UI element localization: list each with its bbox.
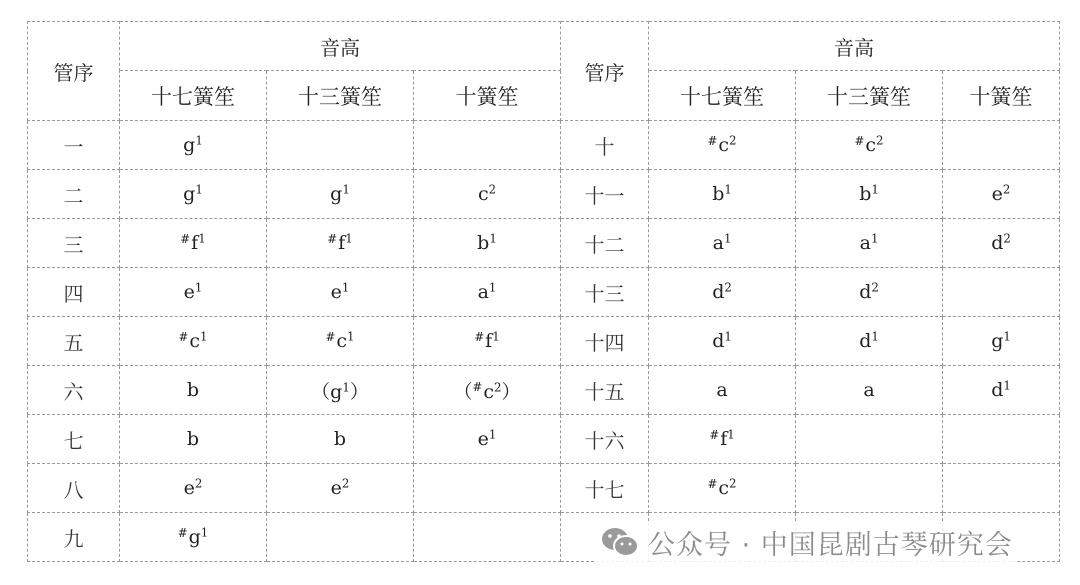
order-cell: 三: [28, 219, 120, 268]
pitch-cell: $^{\#}c^1$: [120, 317, 267, 366]
pitch-cell: $g^1$: [120, 170, 267, 219]
pitch-cell: [943, 121, 1060, 170]
order-cell: 十四: [561, 317, 649, 366]
pitch-cell: $^{\#}f^1$: [414, 317, 561, 366]
order-header-left: 管序: [28, 22, 120, 121]
instrument-header: 十簧笙: [943, 71, 1060, 121]
pitch-cell: $a^1$: [414, 268, 561, 317]
instrument-header: 十三簧笙: [267, 71, 414, 121]
table-row: [28, 268, 1060, 317]
pitch-cell: $e^1$: [414, 415, 561, 464]
pitch-cell: $^{\#}g^1$: [120, 513, 267, 562]
pitch-cell: a: [649, 366, 796, 415]
pitch-cell: $^{\#}c^2$: [649, 121, 796, 170]
pitch-cell: [267, 513, 414, 562]
pitch-cell: b: [267, 415, 414, 464]
pitch-cell: [943, 268, 1060, 317]
pitch-cell: [267, 121, 414, 170]
pitch-cell: $e^1$: [267, 268, 414, 317]
wechat-icon: [600, 526, 640, 558]
pitch-cell: $(g^1)$: [267, 366, 414, 415]
table-row: [28, 219, 1060, 268]
order-cell: 十六: [561, 415, 649, 464]
pitch-cell: $c^2$: [414, 170, 561, 219]
instrument-header: 十七簧笙: [120, 71, 267, 121]
pitch-table: [27, 21, 1060, 562]
pitch-cell: [943, 464, 1060, 513]
pitch-cell: $g^1$: [267, 170, 414, 219]
pitch-cell: a: [796, 366, 943, 415]
pitch-cell: $d^1$: [649, 317, 796, 366]
order-cell: 十五: [561, 366, 649, 415]
pitch-cell: [414, 513, 561, 562]
order-cell: 一: [28, 121, 120, 170]
table-row: [28, 415, 1060, 464]
order-cell: 十二: [561, 219, 649, 268]
watermark-text: 公众号 · 中国昆剧古琴研究会: [648, 529, 1013, 561]
table-row: [28, 121, 1060, 170]
pitch-cell: $d^2$: [649, 268, 796, 317]
pitch-cell: [796, 464, 943, 513]
order-cell: 十: [561, 121, 649, 170]
table-row: [28, 170, 1060, 219]
order-cell: 四: [28, 268, 120, 317]
pitch-header-left: 音高: [120, 22, 561, 71]
instrument-header: 十三簧笙: [796, 71, 943, 121]
order-header-right: 管序: [561, 22, 649, 121]
pitch-cell: $(^{\#}c^2)$: [414, 366, 561, 415]
pitch-cell: $b^1$: [414, 219, 561, 268]
pitch-cell: $a^1$: [649, 219, 796, 268]
instrument-header: 十七簧笙: [649, 71, 796, 121]
pitch-cell: $^{\#}f^1$: [120, 219, 267, 268]
pitch-cell: b: [120, 415, 267, 464]
pitch-cell: $e^1$: [120, 268, 267, 317]
order-cell: 二: [28, 170, 120, 219]
table-row: [28, 366, 1060, 415]
pitch-cell: $^{\#}f^1$: [649, 415, 796, 464]
pitch-cell: $b^1$: [796, 170, 943, 219]
pitch-cell: [796, 415, 943, 464]
order-cell: 七: [28, 415, 120, 464]
pitch-cell: [414, 464, 561, 513]
pitch-cell: $g^1$: [943, 317, 1060, 366]
pitch-cell: $e^2$: [120, 464, 267, 513]
order-cell: 八: [28, 464, 120, 513]
pitch-cell: $a^1$: [796, 219, 943, 268]
pitch-cell: $e^2$: [943, 170, 1060, 219]
pitch-cell: [943, 415, 1060, 464]
table-row: [28, 317, 1060, 366]
watermark: [596, 522, 1017, 562]
pitch-cell: $b^1$: [649, 170, 796, 219]
pitch-cell: $d^2$: [943, 219, 1060, 268]
pitch-cell: $^{\#}c^2$: [649, 464, 796, 513]
instrument-header: 十簧笙: [414, 71, 561, 121]
order-cell: 十七: [561, 464, 649, 513]
order-cell: 六: [28, 366, 120, 415]
pitch-cell: $d^1$: [943, 366, 1060, 415]
order-cell: 五: [28, 317, 120, 366]
pitch-cell: b: [120, 366, 267, 415]
pitch-cell: $d^1$: [796, 317, 943, 366]
pitch-cell: $g^1$: [120, 121, 267, 170]
order-cell: 十一: [561, 170, 649, 219]
pitch-cell: [414, 121, 561, 170]
pitch-header-right: 音高: [649, 22, 1060, 71]
pitch-cell: $^{\#}c^1$: [267, 317, 414, 366]
pitch-cell: $^{\#}f^1$: [267, 219, 414, 268]
order-cell: 九: [28, 513, 120, 562]
pitch-cell: $^{\#}c^2$: [796, 121, 943, 170]
pitch-cell: $d^2$: [796, 268, 943, 317]
table-row: [28, 464, 1060, 513]
order-cell: 十三: [561, 268, 649, 317]
pitch-cell: $e^2$: [267, 464, 414, 513]
